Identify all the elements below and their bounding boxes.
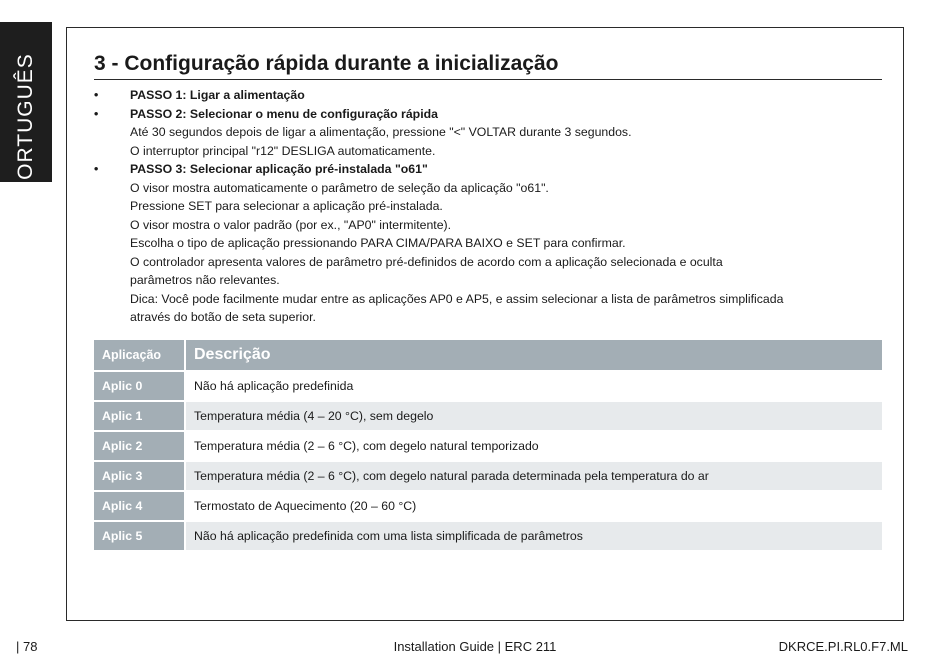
section-title: 3 - Configuração rápida durante a inicialização xyxy=(94,52,882,80)
application-cell: Aplic 0 xyxy=(94,372,184,400)
section-content xyxy=(94,52,882,552)
table-row xyxy=(94,432,882,460)
table-row xyxy=(94,372,882,400)
step-text: O visor mostra automaticamente o parâmetro de seleção da aplicação "o61". xyxy=(130,180,549,195)
description-cell: Temperatura média (2 – 6 °C), com degelo natural parada determinada pela temperatura do ar xyxy=(184,462,882,490)
page-number: | 78 xyxy=(16,639,38,654)
table-row xyxy=(94,462,882,490)
step-title: PASSO 1: Ligar a alimentação xyxy=(130,88,305,102)
table-row xyxy=(94,522,882,550)
document-code: DKRCE.PI.RL0.F7.ML xyxy=(778,639,908,654)
step-title: PASSO 2: Selecionar o menu de configuração rápida xyxy=(130,106,438,121)
steps-list xyxy=(94,86,882,327)
step-text: parâmetros não relevantes. xyxy=(130,273,280,287)
table-row xyxy=(94,492,882,520)
description-cell: Não há aplicação predefinida com uma lista simplificada de parâmetros xyxy=(184,522,882,550)
header-description: Descrição xyxy=(184,340,882,370)
application-cell: Aplic 3 xyxy=(94,462,184,490)
description-cell: Temperatura média (4 – 20 °C), sem degelo xyxy=(184,402,882,430)
step-text: O visor mostra o valor padrão (por ex., "AP0" intermitente). xyxy=(130,217,452,232)
description-cell: Não há aplicação predefinida xyxy=(184,372,882,400)
application-cell: Aplic 4 xyxy=(94,492,184,520)
step-text: Escolha o tipo de aplicação pressionando PARA CIMA/PARA BAIXO e SET para confirmar. xyxy=(130,236,626,250)
step-title: PASSO 3: Selecionar aplicação pré-instalada "o61" xyxy=(130,162,428,176)
bullet-icon: • xyxy=(94,106,99,121)
step-text: O interruptor principal "r12" DESLIGA automaticamente. xyxy=(130,143,436,158)
table-header-row xyxy=(94,340,882,370)
step-item xyxy=(94,160,882,327)
bullet-icon: • xyxy=(94,88,99,102)
language-label: PORTUGUÊS xyxy=(14,53,37,195)
description-cell: Termostato de Aquecimento (20 – 60 °C) xyxy=(184,492,882,520)
step-text: Dica: Você pode facilmente mudar entre as aplicações AP0 e AP5, e assim selecionar a lista de parâmetros simplificada xyxy=(130,291,784,306)
footer-guide-title: Installation Guide | ERC 211 xyxy=(393,639,557,654)
table-row xyxy=(94,402,882,430)
step-item xyxy=(94,105,882,161)
step-text: Pressione SET para selecionar a aplicação pré-instalada. xyxy=(130,199,443,213)
applications-table xyxy=(94,338,882,552)
language-side-tab xyxy=(0,22,52,195)
header-application: Aplicação xyxy=(94,340,184,370)
step-text: Até 30 segundos depois de ligar a alimentação, pressione "<" VOLTAR durante 3 segundos. xyxy=(130,125,632,139)
description-cell: Temperatura média (2 – 6 °C), com degelo natural temporizado xyxy=(184,432,882,460)
application-cell: Aplic 2 xyxy=(94,432,184,460)
bullet-icon: • xyxy=(94,162,99,176)
step-text: através do botão de seta superior. xyxy=(130,310,316,324)
step-text: O controlador apresenta valores de parâmetro pré-definidos de acordo com a aplicação selecionada e oculta xyxy=(130,254,723,269)
application-cell: Aplic 1 xyxy=(94,402,184,430)
application-cell: Aplic 5 xyxy=(94,522,184,550)
step-item xyxy=(94,86,882,105)
